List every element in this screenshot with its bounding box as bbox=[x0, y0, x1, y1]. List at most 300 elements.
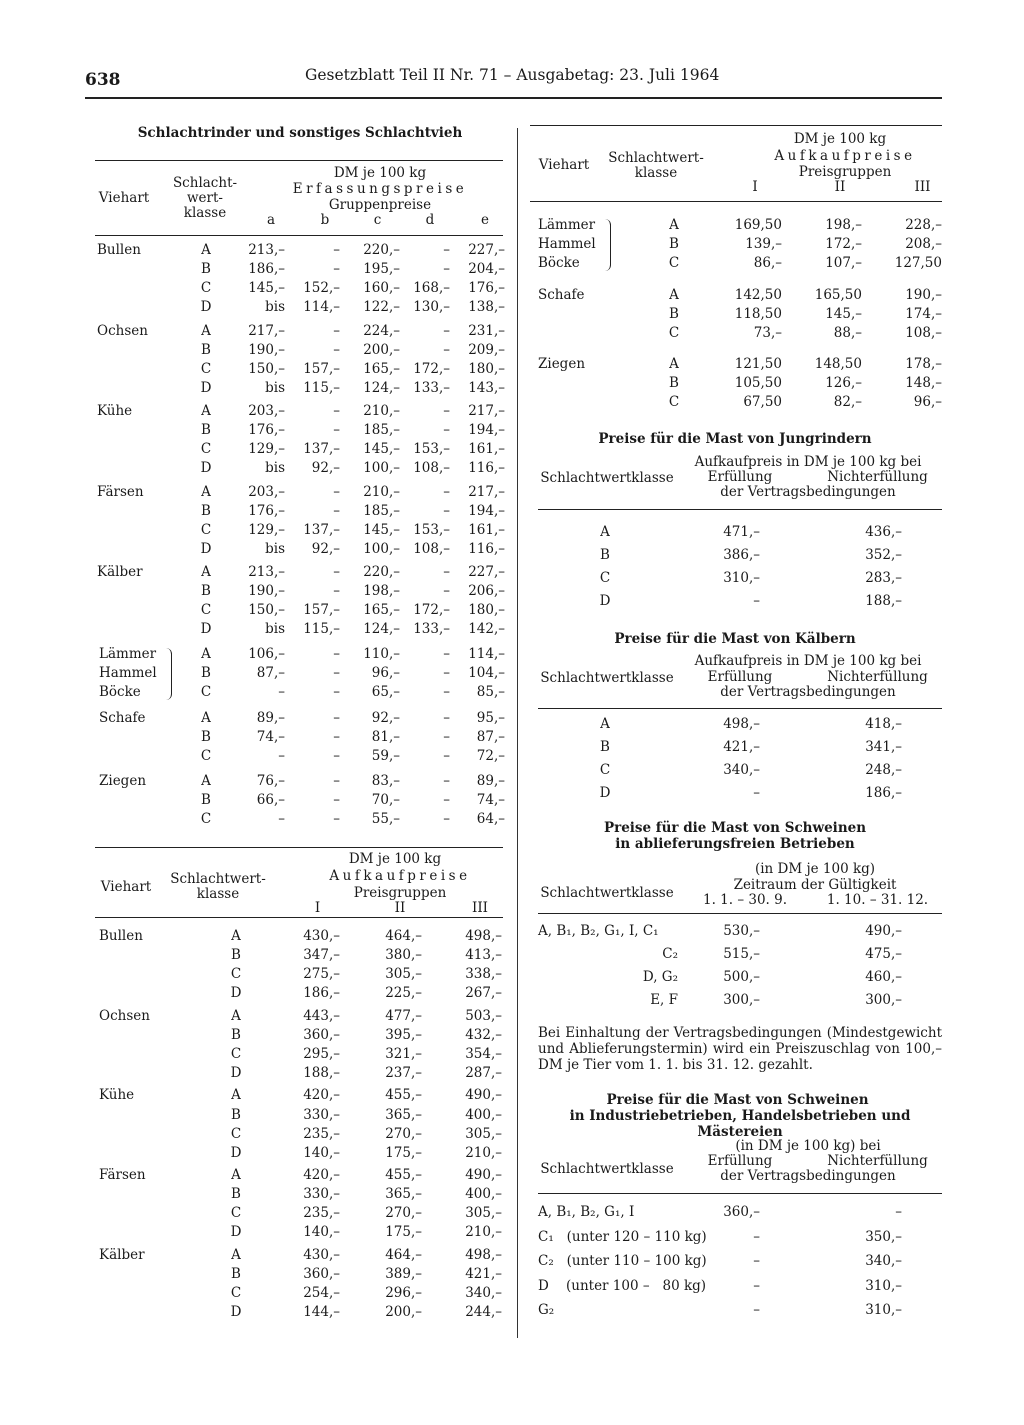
t7-value-erfuellung: – bbox=[753, 1228, 760, 1245]
t2-value: 360,– bbox=[303, 1026, 340, 1043]
t7-klasse: D (unter 100 – 80 kg) bbox=[538, 1277, 707, 1294]
t1-value: 165,– bbox=[363, 360, 400, 377]
t1-value: – bbox=[333, 710, 340, 726]
t1-value: 129,– bbox=[248, 441, 285, 458]
t2-head-rule bbox=[95, 917, 503, 918]
t2-head-klasse: Schlachtwert- klasse bbox=[170, 871, 266, 902]
t1-col-head-d: d bbox=[425, 212, 435, 228]
t5-head-klasse: Schlachtwertklasse bbox=[540, 670, 674, 686]
t6-head-rule bbox=[538, 913, 942, 914]
t2-klasse: A bbox=[231, 1007, 241, 1024]
t4-klasse: C bbox=[599, 570, 611, 586]
t4-head-rule bbox=[538, 509, 942, 510]
t1-klasse: C bbox=[200, 748, 212, 765]
t1-value: 194,– bbox=[468, 502, 505, 519]
t2-value: 455,– bbox=[385, 1167, 422, 1184]
t4-head-nicht: Nichterfüllung bbox=[827, 469, 928, 485]
t1-col-head-b: b bbox=[320, 212, 330, 228]
t1-value: 92,– bbox=[311, 540, 340, 557]
t1-klasse: C bbox=[200, 602, 212, 619]
t1-value: 157,– bbox=[303, 602, 340, 619]
t7-value-nichterfuellung: 310,– bbox=[865, 1277, 902, 1294]
t1-col-head-a: a bbox=[266, 212, 276, 228]
t2-value: 305,– bbox=[465, 1205, 502, 1222]
t1-value: 70,– bbox=[371, 792, 400, 809]
t3-klasse: C bbox=[668, 255, 680, 272]
t3-value: 139,– bbox=[745, 236, 782, 253]
t2-value: 430,– bbox=[303, 928, 340, 944]
t1-value: – bbox=[333, 665, 340, 682]
t5-value-erfuellung: 498,– bbox=[723, 716, 760, 732]
t1-klasse: A bbox=[201, 710, 211, 726]
t1-value: 186,– bbox=[248, 261, 285, 278]
t3-col-head-I: I bbox=[752, 179, 758, 195]
t4-value-nichterfuellung: 188,– bbox=[865, 593, 902, 609]
t1-value: 160,– bbox=[363, 280, 400, 297]
t1-value: 180,– bbox=[468, 602, 505, 619]
page-header-title: Gesetzblatt Teil II Nr. 71 – Ausgabetag: 23. Juli 1964 bbox=[305, 66, 720, 84]
t1-value: 89,– bbox=[256, 710, 285, 726]
t3-value: 88,– bbox=[833, 325, 862, 342]
t6-head-period1: 1. 1. – 30. 9. bbox=[702, 892, 788, 908]
t2-value: 188,– bbox=[303, 1065, 340, 1081]
t3-head-viehart: Viehart bbox=[538, 157, 590, 173]
t1-value: 161,– bbox=[468, 441, 505, 458]
t3-value: 169,50 bbox=[734, 217, 782, 233]
t7-klasse: C₁ (unter 120 – 110 kg) bbox=[538, 1228, 707, 1245]
t4-klasse: D bbox=[599, 593, 611, 609]
t3-row bbox=[0, 286, 1024, 305]
t3-col-head bbox=[0, 178, 1024, 197]
t7-value-erfuellung: – bbox=[753, 1253, 760, 1269]
t5-row bbox=[0, 715, 1024, 734]
t3-value: 178,– bbox=[905, 356, 942, 372]
t1-value: 143,– bbox=[468, 379, 505, 396]
t1-viehart-label: Färsen bbox=[97, 483, 144, 500]
t3-value: 172,– bbox=[825, 236, 862, 253]
t2-value: 305,– bbox=[385, 966, 422, 983]
t4-head-erf: Erfüllung bbox=[707, 469, 773, 485]
t2-value: 330,– bbox=[303, 1186, 340, 1203]
t1-value: – bbox=[333, 403, 340, 419]
t3-row bbox=[0, 355, 1024, 374]
t1-klasse: B bbox=[201, 792, 211, 809]
t3-value: 208,– bbox=[905, 236, 942, 253]
t6-klasse: D, G₂ bbox=[642, 969, 678, 985]
t1-klasse: D bbox=[200, 379, 212, 396]
t1-value: – bbox=[333, 322, 340, 339]
t2-klasse: C bbox=[230, 1045, 242, 1062]
t3-row bbox=[0, 305, 1024, 324]
t2-value: 420,– bbox=[303, 1087, 340, 1104]
t1-value: 92,– bbox=[311, 460, 340, 477]
t7-klasse: A, B₁, B₂, G₁, I bbox=[538, 1204, 635, 1220]
t3-value: 126,– bbox=[825, 375, 862, 392]
t1-value: 165,– bbox=[363, 602, 400, 619]
t3-row bbox=[0, 235, 1024, 254]
t2-klasse: D bbox=[230, 1224, 242, 1241]
t1-value: 92,– bbox=[371, 710, 400, 726]
t3-value: 142,50 bbox=[734, 287, 782, 303]
t2-value: 498,– bbox=[465, 1246, 502, 1263]
t2-value: 395,– bbox=[385, 1026, 422, 1043]
t2-value: 347,– bbox=[303, 947, 340, 964]
t7-value-erfuellung: – bbox=[753, 1277, 760, 1294]
t4-row bbox=[0, 523, 1024, 542]
t4-value-nichterfuellung: 352,– bbox=[865, 547, 902, 563]
t3-klasse: A bbox=[669, 217, 679, 233]
t1-viehart-label: Bullen bbox=[97, 242, 141, 258]
t1-value: – bbox=[443, 322, 450, 339]
t5-head-unit: Aufkaufpreis in DM je 100 kg bei bbox=[694, 653, 922, 669]
t5-row bbox=[0, 738, 1024, 757]
t1-value: 108,– bbox=[413, 460, 450, 477]
t5-row bbox=[0, 784, 1024, 803]
t2-value: 210,– bbox=[465, 1224, 502, 1241]
t3-col-head-III: III bbox=[914, 179, 931, 195]
t2-value: 296,– bbox=[385, 1285, 422, 1301]
t3-value: 107,– bbox=[825, 255, 862, 272]
t6-value-period2: 475,– bbox=[865, 946, 902, 962]
t5-klasse: B bbox=[600, 739, 610, 755]
t1-klasse: C bbox=[200, 280, 212, 297]
t4-head-vertrag: der Vertragsbedingungen bbox=[720, 484, 896, 500]
t2-value: 237,– bbox=[385, 1065, 422, 1081]
t3-value: 73,– bbox=[753, 325, 782, 342]
t1-value: 204,– bbox=[468, 261, 505, 278]
t2-value: 380,– bbox=[385, 947, 422, 964]
t6-value-period2: 300,– bbox=[865, 992, 902, 1008]
t2-value: 321,– bbox=[385, 1045, 422, 1062]
t2-value: 360,– bbox=[303, 1265, 340, 1282]
t3-head-unit: DM je 100 kg bbox=[793, 131, 887, 147]
t7-value-nichterfuellung: – bbox=[895, 1204, 902, 1220]
t1-value: 65,– bbox=[371, 684, 400, 701]
t1-value: 153,– bbox=[413, 441, 450, 458]
t3-value: 105,50 bbox=[734, 375, 782, 392]
t2-viehart-label: Färsen bbox=[99, 1167, 146, 1184]
t1-value: 220,– bbox=[363, 564, 400, 580]
t1-value: 110,– bbox=[363, 646, 400, 662]
t2-value: 225,– bbox=[385, 985, 422, 1002]
t3-head-type: Aufkaufpreise bbox=[774, 148, 916, 164]
t3-value: 148,50 bbox=[814, 356, 862, 372]
t1-value: 115,– bbox=[303, 621, 340, 638]
t6-row bbox=[0, 991, 1024, 1010]
t1-value: 89,– bbox=[476, 773, 505, 789]
t1-head-klasse: Schlacht- wert- klasse bbox=[172, 175, 238, 221]
t1-value: 213,– bbox=[248, 564, 285, 580]
t2-value: 275,– bbox=[303, 966, 340, 983]
t1-klasse: C bbox=[200, 441, 212, 458]
t1-col-head-c: c bbox=[373, 212, 382, 228]
t1-value: – bbox=[333, 502, 340, 519]
t5-klasse: A bbox=[600, 716, 610, 732]
t1-viehart-label: Hammel bbox=[99, 665, 157, 682]
t2-value: 270,– bbox=[385, 1205, 422, 1222]
t1-value: – bbox=[443, 665, 450, 682]
t1-value: 176,– bbox=[248, 502, 285, 519]
t3-viehart-label: Hammel bbox=[538, 236, 596, 253]
t2-klasse: B bbox=[231, 1186, 241, 1203]
t1-value: 203,– bbox=[248, 483, 285, 500]
t4-value-nichterfuellung: 283,– bbox=[865, 570, 902, 586]
t3-value: 108,– bbox=[905, 325, 942, 342]
t1-value: 137,– bbox=[303, 441, 340, 458]
t1-value: – bbox=[278, 684, 285, 701]
t2-value: 287,– bbox=[465, 1065, 502, 1081]
t7-value-erfuellung: 360,– bbox=[723, 1204, 760, 1220]
t2-value: 235,– bbox=[303, 1205, 340, 1222]
t1-value: 124,– bbox=[363, 621, 400, 638]
t7-row bbox=[0, 1277, 1024, 1296]
t1-viehart-label: Böcke bbox=[99, 684, 141, 701]
t1-value: 213,– bbox=[248, 242, 285, 258]
t1-value: – bbox=[333, 261, 340, 278]
t3-value: 190,– bbox=[905, 287, 942, 303]
t6-row bbox=[0, 968, 1024, 987]
t1-value: 210,– bbox=[363, 483, 400, 500]
t5-head-nicht: Nichterfüllung bbox=[827, 669, 928, 685]
t1-value: – bbox=[333, 684, 340, 701]
t3-row bbox=[0, 324, 1024, 343]
t1-title: Schlachtrinder und sonstiges Schlachtvieh bbox=[137, 125, 463, 141]
t6-value-period1: 530,– bbox=[723, 923, 760, 939]
t2-value: 420,– bbox=[303, 1167, 340, 1184]
t2-klasse: B bbox=[231, 947, 241, 964]
t7-row bbox=[0, 1252, 1024, 1271]
t1-row bbox=[0, 502, 1024, 521]
t1-value: 195,– bbox=[363, 261, 400, 278]
t2-value: 464,– bbox=[385, 928, 422, 944]
t3-value: 67,50 bbox=[743, 394, 782, 411]
t7-row bbox=[0, 1301, 1024, 1320]
t1-col-head-e: e bbox=[481, 212, 489, 228]
t3-viehart-label: Böcke bbox=[538, 255, 580, 272]
t1-value: – bbox=[443, 341, 450, 358]
t1-value: 190,– bbox=[248, 583, 285, 600]
t1-value: 190,– bbox=[248, 341, 285, 358]
t1-value: 74,– bbox=[256, 729, 285, 746]
t1-value: – bbox=[443, 483, 450, 500]
t1-value: 72,– bbox=[476, 748, 505, 765]
t2-value: 267,– bbox=[465, 985, 502, 1002]
t1-viehart-label: Ochsen bbox=[97, 322, 148, 339]
t2-value: 365,– bbox=[385, 1106, 422, 1123]
t6-row bbox=[0, 922, 1024, 941]
t1-klasse: C bbox=[200, 811, 212, 828]
t1-value: – bbox=[443, 502, 450, 519]
t7-value-nichterfuellung: 310,– bbox=[865, 1302, 902, 1318]
t1-value: 106,– bbox=[248, 646, 285, 662]
t1-value: 96,– bbox=[371, 665, 400, 682]
t1-value: – bbox=[333, 341, 340, 358]
t2-value: 140,– bbox=[303, 1224, 340, 1241]
t1-value: 145,– bbox=[363, 441, 400, 458]
t1-value: – bbox=[333, 748, 340, 765]
t4-klasse: B bbox=[600, 547, 610, 563]
t6-head-klasse: Schlachtwertklasse bbox=[540, 885, 674, 901]
t7-title-line2: in Industriebetrieben, Handelsbetrieben und Mästereien bbox=[569, 1108, 911, 1140]
t1-klasse: B bbox=[201, 502, 211, 519]
t1-value: 133,– bbox=[413, 379, 450, 396]
t2-value: 295,– bbox=[303, 1045, 340, 1062]
t4-value-erfuellung: 471,– bbox=[723, 524, 760, 540]
t1-value: 150,– bbox=[248, 360, 285, 377]
t2-head-type: Aufkaufpreise bbox=[329, 868, 471, 884]
t2-col-head-II: II bbox=[394, 900, 406, 916]
t1-value: 217,– bbox=[248, 322, 285, 339]
t5-value-nichterfuellung: 248,– bbox=[865, 762, 902, 778]
t3-head-klasse: Schlachtwert- klasse bbox=[608, 150, 704, 181]
t1-value: – bbox=[443, 773, 450, 789]
t2-value: 200,– bbox=[385, 1304, 422, 1321]
t3-head-group: Preisgruppen bbox=[798, 164, 892, 180]
t3-head-rule bbox=[530, 201, 942, 202]
t7-klasse: C₂ (unter 110 – 100 kg) bbox=[538, 1253, 707, 1269]
t6-value-period1: 500,– bbox=[723, 969, 760, 985]
t2-value: 235,– bbox=[303, 1125, 340, 1142]
t4-row bbox=[0, 546, 1024, 565]
t7-head-unit: (in DM je 100 kg) bei bbox=[735, 1138, 881, 1154]
t1-head-type: Erfassungspreise bbox=[292, 181, 468, 197]
t3-value: 118,50 bbox=[734, 306, 782, 323]
t1-value: 66,– bbox=[256, 792, 285, 809]
t2-value: 430,– bbox=[303, 1246, 340, 1263]
t2-viehart-label: Bullen bbox=[99, 928, 143, 944]
t1-value: – bbox=[443, 710, 450, 726]
t1-value: 152,– bbox=[303, 280, 340, 297]
t1-value: – bbox=[333, 422, 340, 439]
t2-value: 400,– bbox=[465, 1186, 502, 1203]
t3-value: 86,– bbox=[753, 255, 782, 272]
t2-klasse: B bbox=[231, 1106, 241, 1123]
t2-value: 464,– bbox=[385, 1246, 422, 1263]
t1-value: 59,– bbox=[371, 748, 400, 765]
t5-head-vertrag: der Vertragsbedingungen bbox=[720, 684, 896, 700]
t5-row bbox=[0, 761, 1024, 780]
t1-klasse: B bbox=[201, 261, 211, 278]
t1-klasse: A bbox=[201, 483, 211, 500]
t1-value: – bbox=[443, 242, 450, 258]
t2-head-viehart: Viehart bbox=[100, 879, 152, 895]
t2-klasse: C bbox=[230, 966, 242, 983]
t4-value-nichterfuellung: 436,– bbox=[865, 524, 902, 540]
t1-value: bis bbox=[265, 299, 285, 316]
t2-value: 443,– bbox=[303, 1007, 340, 1024]
t1-klasse: D bbox=[200, 621, 212, 638]
t3-value: 82,– bbox=[833, 394, 862, 411]
t1-klasse: C bbox=[200, 521, 212, 538]
t2-value: 144,– bbox=[303, 1304, 340, 1321]
t1-value: 224,– bbox=[363, 322, 400, 339]
t6-value-period1: 515,– bbox=[723, 946, 760, 962]
t1-value: 137,– bbox=[303, 521, 340, 538]
t1-value: 198,– bbox=[363, 583, 400, 600]
t1-klasse: C bbox=[200, 360, 212, 377]
t7-value-erfuellung: – bbox=[753, 1302, 760, 1318]
t2-klasse: D bbox=[230, 985, 242, 1002]
t7-row bbox=[0, 1203, 1024, 1222]
t2-value: 413,– bbox=[465, 947, 502, 964]
t3-value: 228,– bbox=[905, 217, 942, 233]
t6-head-period2: 1. 10. – 31. 12. bbox=[826, 892, 929, 908]
t1-value: 168,– bbox=[413, 280, 450, 297]
t7-head-klasse: Schlachtwertklasse bbox=[540, 1161, 674, 1177]
t1-viehart-label: Kühe bbox=[97, 403, 133, 419]
t1-value: 185,– bbox=[363, 422, 400, 439]
t2-klasse: A bbox=[231, 1246, 241, 1263]
t1-value: – bbox=[333, 483, 340, 500]
t3-value: 96,– bbox=[913, 394, 942, 411]
t2-row bbox=[0, 1185, 1024, 1204]
t1-value: 217,– bbox=[468, 483, 505, 500]
t4-head-unit: Aufkaufpreis in DM je 100 kg bei bbox=[694, 454, 922, 470]
t2-value: 421,– bbox=[465, 1265, 502, 1282]
t1-value: 81,– bbox=[371, 729, 400, 746]
t1-value: – bbox=[333, 811, 340, 828]
t1-value: 76,– bbox=[256, 773, 285, 789]
header-rule bbox=[85, 97, 942, 99]
t4-title: Preise für die Mast von Jungrindern bbox=[598, 431, 872, 447]
t1-top-rule bbox=[95, 160, 503, 161]
t2-value: 338,– bbox=[465, 966, 502, 983]
t2-klasse: A bbox=[231, 1167, 241, 1184]
t2-value: 305,– bbox=[465, 1125, 502, 1142]
t5-klasse: D bbox=[599, 785, 611, 801]
t1-value: 206,– bbox=[468, 583, 505, 600]
t1-klasse: D bbox=[200, 460, 212, 477]
t3-value: 145,– bbox=[825, 306, 862, 323]
t3-value: 174,– bbox=[905, 306, 942, 323]
t7-head-nicht: Nichterfüllung bbox=[827, 1153, 928, 1169]
t3-viehart-label: Lämmer bbox=[538, 217, 596, 233]
t2-head-unit: DM je 100 kg bbox=[348, 851, 442, 867]
t1-value: 87,– bbox=[256, 665, 285, 682]
t3-klasse: C bbox=[668, 394, 680, 411]
t4-row bbox=[0, 569, 1024, 588]
page-number: 638 bbox=[85, 70, 121, 90]
t1-value: – bbox=[333, 242, 340, 258]
t1-klasse: A bbox=[201, 242, 211, 258]
t1-value: 145,– bbox=[363, 521, 400, 538]
t5-value-erfuellung: 340,– bbox=[723, 762, 760, 778]
t2-value: 490,– bbox=[465, 1167, 502, 1184]
t2-value: 432,– bbox=[465, 1026, 502, 1043]
t1-value: 220,– bbox=[363, 242, 400, 258]
t6-title-line2: in ablieferungsfreien Betrieben bbox=[615, 836, 855, 852]
t1-value: 114,– bbox=[468, 646, 505, 662]
t1-value: 200,– bbox=[363, 341, 400, 358]
t2-head-group: Preisgruppen bbox=[353, 885, 447, 901]
t2-value: 186,– bbox=[303, 985, 340, 1002]
t1-value: 176,– bbox=[468, 280, 505, 297]
t7-klasse: G₂ bbox=[538, 1302, 555, 1318]
t2-klasse: D bbox=[230, 1144, 242, 1161]
t5-klasse: C bbox=[599, 762, 611, 778]
t1-value: 227,– bbox=[468, 242, 505, 258]
t1-value: bis bbox=[265, 621, 285, 638]
t3-value: 121,50 bbox=[734, 356, 782, 372]
t3-top-rule bbox=[530, 125, 942, 126]
t7-row bbox=[0, 1228, 1024, 1247]
t3-value: 198,– bbox=[825, 217, 862, 233]
t1-value: 74,– bbox=[476, 792, 505, 809]
t1-value: bis bbox=[265, 540, 285, 557]
t2-col-head-I: I bbox=[314, 900, 321, 916]
t1-value: bis bbox=[265, 460, 285, 477]
t1-value: 185,– bbox=[363, 502, 400, 519]
